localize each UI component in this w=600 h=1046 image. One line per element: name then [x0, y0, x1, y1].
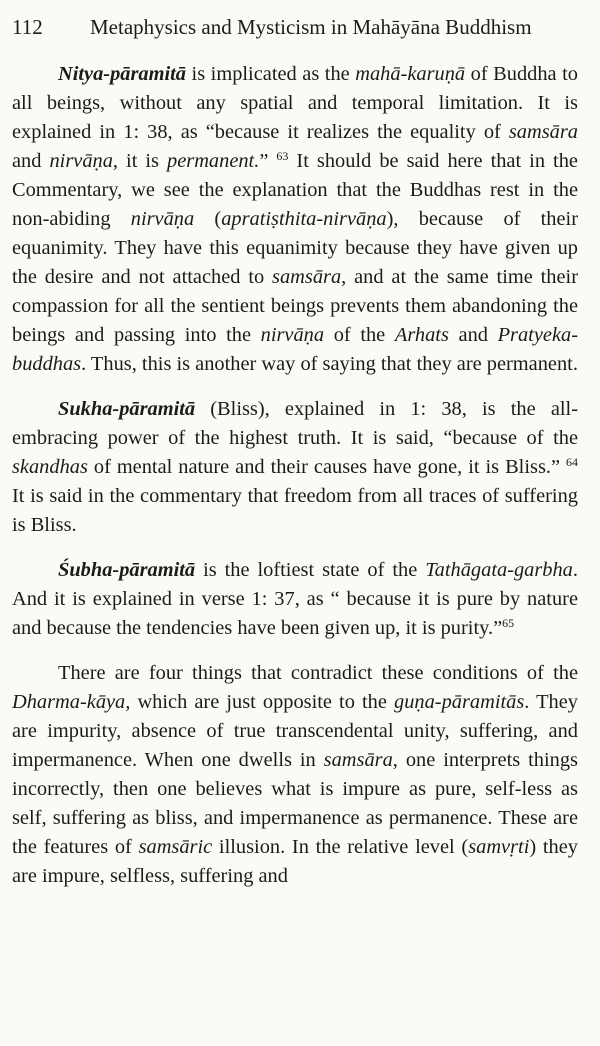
body-text [12, 60, 578, 907]
italic-term: guṇa-pāramitās [394, 691, 525, 713]
text-run: . And it is explained in verse 1: 37, as “ because it is pure by nature and because the tendencies have been given up, it is purity.” [12, 559, 578, 639]
italic-term: nirvāṇa [130, 208, 195, 230]
italic-term: permanent. [167, 150, 260, 172]
text-run: and [448, 324, 498, 346]
term-heading: Sukha-pāramitā [58, 398, 196, 420]
text-run: ), because of their equanimity. They have this equanimity because they have given up the desire and not attached to [12, 208, 579, 288]
italic-term: nirvāṇa [49, 150, 113, 172]
text-run: ” [259, 150, 277, 172]
footnote-ref: 63 [276, 149, 289, 163]
running-title: Metaphysics and Mysticism in Mahāyāna Buddhism [90, 14, 532, 39]
text-run: ( [194, 208, 222, 230]
text-run: , it is [112, 150, 168, 172]
text-run: of the [324, 324, 395, 346]
paragraph-four-contradictions [12, 659, 578, 891]
paragraph-nitya-paramita [12, 60, 578, 379]
running-header [12, 10, 580, 44]
italic-term: apratiṣthita-nirvāṇa [221, 208, 387, 230]
text-run: of mental nature and their causes have gone, it is Bliss.” [87, 456, 566, 478]
italic-term: samsāra [323, 749, 393, 771]
footnote-ref: 64 [566, 455, 578, 469]
italic-term: Tathāgata-garbha [425, 559, 573, 581]
italic-term: Dharma-kāya, [12, 691, 131, 713]
text-run: , one interprets things incorrectly, then one believes what is impure as pure, self-less as self, suffering as bliss, and impermanence as permanence. These are the features of [12, 749, 578, 858]
text-run: . They are impurity, absence of true transcendental unity, suffering, and impermanence. When one dwells in [12, 691, 578, 771]
text-run: and [12, 150, 50, 172]
italic-term: samsāra [508, 121, 578, 143]
text-run: of Buddha to all beings, without any spatial and temporal limitation. It is explained in 1: 38, as “because it realizes the equality of [12, 63, 578, 143]
text-run: ) they are impure, selfless, suffering and [12, 836, 578, 887]
text-run: (Bliss), explained in 1: 38, is the all-embracing power of the highest truth. It is said, “because of the [12, 398, 578, 449]
text-run: There are four things that contradict these conditions of the [58, 662, 578, 684]
italic-term: samsāric [138, 836, 213, 858]
paragraph-subha-paramita [12, 556, 578, 643]
term-heading: Nitya-pāramitā [58, 63, 186, 85]
footnote-ref: 65 [502, 616, 515, 630]
italic-term: Arhats [394, 324, 449, 346]
term-heading: Śubha-pāramitā [58, 559, 196, 581]
italic-term: samsāra [272, 266, 342, 288]
text-run: , and at the same time their compassion for all the sentient beings prevents them abandoning the beings and passing into the [12, 266, 578, 346]
italic-term: Pratyeka-buddhas [12, 324, 578, 375]
italic-term: mahā-karuṇā [355, 63, 466, 85]
text-run: is implicated as the [186, 63, 356, 85]
page-number: 112 [12, 14, 43, 39]
text-run: . Thus, this is another way of saying that they are permanent. [81, 353, 578, 375]
text-run: It is said in the commentary that freedom from all traces of suffering is Bliss. [12, 485, 578, 536]
italic-term: samvṛti [468, 836, 530, 858]
text-run: is the loftiest state of the [195, 559, 426, 581]
italic-term: skandhas [12, 456, 88, 478]
italic-term: nirvāṇa [260, 324, 325, 346]
text-run: illusion. In the relative level ( [212, 836, 469, 858]
text-run: It should be said here that in the Commentary, we see the explanation that the Buddhas rest in the non-abiding [12, 150, 578, 230]
paragraph-sukha-paramita [12, 395, 578, 540]
text-run: which are just opposite to the [130, 691, 394, 713]
